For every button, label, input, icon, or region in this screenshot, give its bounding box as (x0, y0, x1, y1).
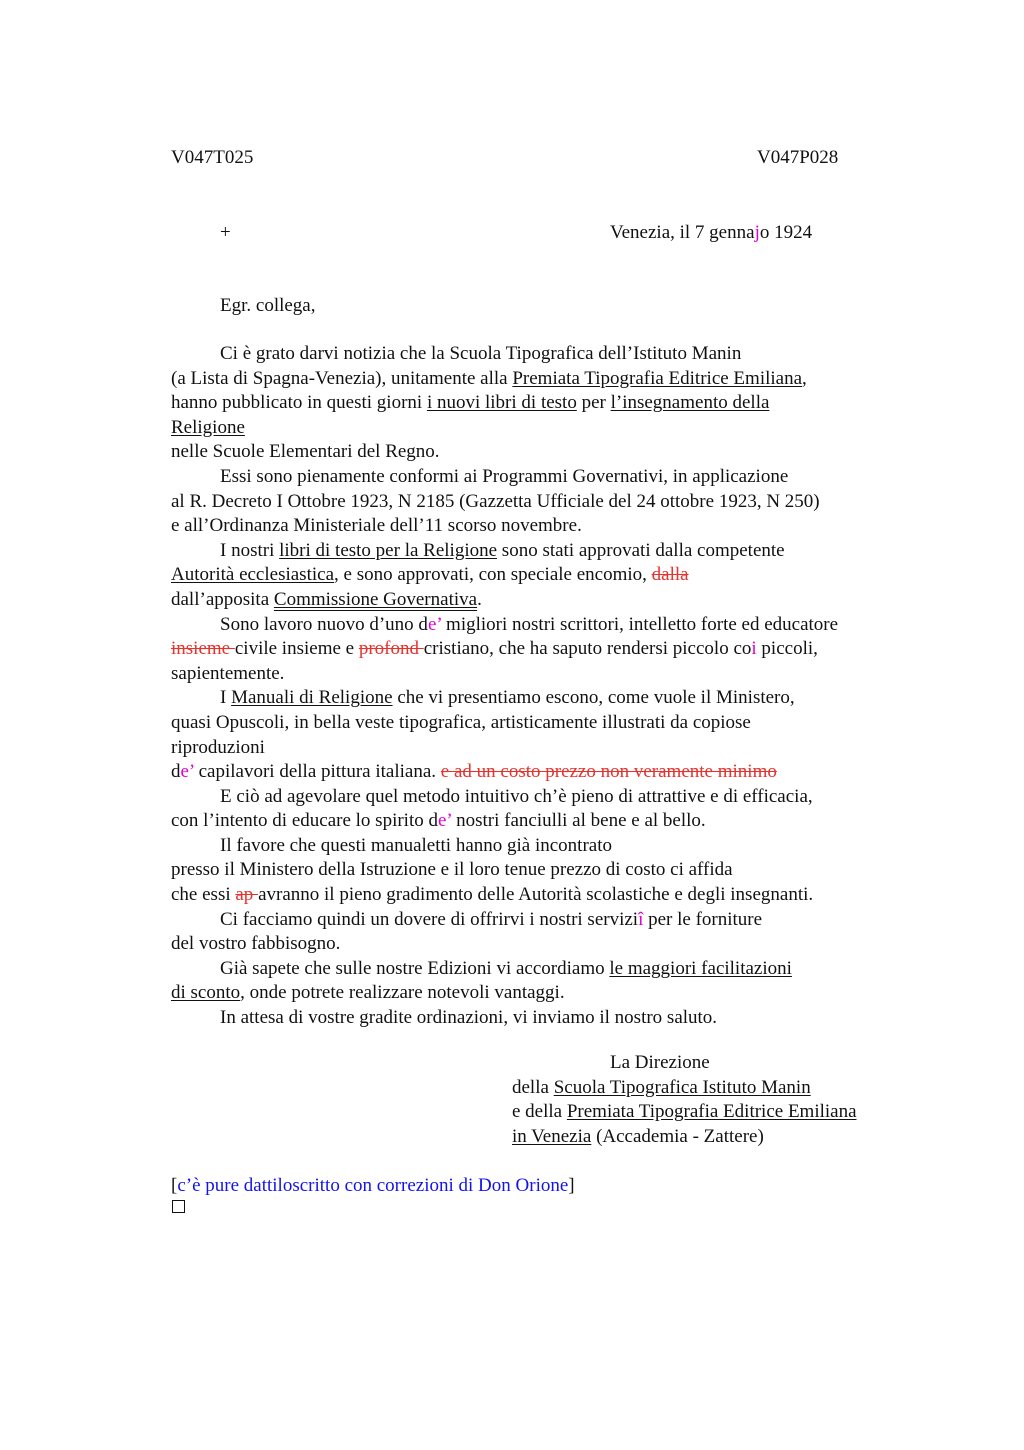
body-line: quasi Opuscoli, in bella veste tipografica, artisticamente illustrati da copiose (171, 711, 751, 733)
body-line: nelle Scuole Elementari del Regno. (171, 441, 440, 463)
insertion-mark: j (754, 222, 760, 243)
body-line: E ciò ad agevolare quel metodo intuitivo ch’è pieno di attrattive e di efficacia, (220, 785, 813, 807)
underlined-text: Religione (171, 416, 245, 438)
deleted-text: ap (235, 884, 259, 906)
underlined-text: i nuovi libri di testo (426, 392, 577, 414)
body-line: Ci facciamo quindi un dovere di offrirvi i nostri serviziî per le forniture (220, 908, 763, 930)
signature-line: e della Premiata Tipografia Editrice Emiliana (512, 1101, 857, 1123)
underlined-text: in Venezia (512, 1125, 592, 1147)
insertion-mark: e’ (427, 613, 442, 635)
underlined-text: Manuali di Religione (231, 687, 393, 709)
body-line: Autorità ecclesiastica, e sono approvati, con speciale encomio, dalla (171, 564, 689, 586)
document-code-left: V047T025 (171, 147, 254, 168)
body-line: In attesa di vostre gradite ordinazioni, vi inviamo il nostro saluto. (220, 1007, 718, 1029)
body-line: del vostro fabbisogno. (171, 933, 341, 955)
double-underlined-text: Commissione Governativa (273, 588, 478, 610)
insertion-mark: e’ (437, 810, 452, 832)
body-line: I Manuali di Religione che vi presentiamo escono, come vuole il Ministero, (220, 687, 795, 709)
underlined-text: libri di testo per la Religione (279, 539, 498, 561)
editor-note: [c’è pure dattiloscritto con correzioni di Don Orione] (171, 1175, 575, 1196)
signature-line: in Venezia (Accademia - Zattere) (512, 1125, 764, 1147)
body-line: di sconto, onde potrete realizzare notevoli vantaggi. (171, 982, 565, 1004)
body-line: al R. Decreto I Ottobre 1923, N 2185 (Gazzetta Ufficiale del 24 ottobre 1923, N 250) (171, 490, 820, 512)
body-line: che essi ap avranno il pieno gradimento delle Autorità scolastiche e degli insegnanti. (171, 884, 814, 906)
body-line: insieme civile insieme e profond cristiano, che ha saputo rendersi piccolo coi piccoli, (171, 638, 818, 660)
deleted-text: dalla (651, 564, 689, 586)
letter-date: Venezia, il 7 gennajo 1924 (610, 222, 813, 243)
body-line: (a Lista di Spagna-Venezia), unitamente alla Premiata Tipografia Editrice Emiliana, (171, 367, 807, 389)
deleted-text: profond (358, 638, 424, 660)
underlined-text: Autorità ecclesiastica (171, 564, 335, 586)
body-line: dall’apposita Commissione Governativa. (171, 588, 482, 610)
body-line: riproduzioni (171, 736, 265, 758)
underlined-text: Premiata Tipografia Editrice Emiliana (566, 1101, 857, 1123)
body-line: Ci è grato darvi notizia che la Scuola Tipografica dell’Istituto Manin (220, 343, 742, 364)
deleted-text: e ad un costo prezzo non veramente minimo (440, 761, 777, 783)
body-line: Essi sono pienamente conformi ai Programmi Governativi, in applicazione (220, 465, 789, 487)
signature-block (512, 1051, 857, 1149)
insertion-mark: e’ (180, 761, 194, 783)
letter-body (171, 342, 931, 1031)
body-line (171, 416, 931, 441)
body-line: e all’Ordinanza Ministeriale dell’11 scorso novembre. (171, 515, 582, 537)
insertion-mark: i (751, 638, 757, 660)
body-line: I nostri libri di testo per la Religione sono stati approvati dalla competente (220, 539, 785, 561)
document-code-right: V047P028 (757, 147, 839, 168)
underlined-text: Premiata Tipografia Editrice Emiliana (512, 367, 803, 389)
cross-mark: + (220, 222, 231, 243)
body-line: sapientemente. (171, 662, 285, 684)
body-line: de’ capilavori della pittura italiana. e ad un costo prezzo non veramente minimo (171, 761, 777, 783)
underlined-text: Scuola Tipografica Istituto Manin (553, 1076, 811, 1098)
deleted-text: insieme (171, 638, 235, 660)
underlined-text: le maggiori facilitazioni (609, 957, 792, 979)
body-line: presso il Ministero della Istruzione e il loro tenue prezzo di costo ci affida (171, 859, 733, 881)
underlined-text: di sconto (171, 982, 241, 1004)
signature-line: La Direzione (610, 1052, 710, 1073)
body-line: hanno pubblicato in questi giorni i nuovi libri di testo per l’insegnamento della (171, 392, 770, 414)
salutation: Egr. collega, (220, 295, 316, 316)
body-line: Già sapete che sulle nostre Edizioni vi accordiamo le maggiori facilitazioni (220, 957, 792, 979)
insertion-mark: î (638, 908, 644, 930)
signature-line: della Scuola Tipografica Istituto Manin (512, 1076, 811, 1098)
underlined-text: l’insegnamento della (610, 392, 770, 414)
body-line: Il favore che questi manualetti hanno già incontrato (220, 834, 612, 856)
body-line: Sono lavoro nuovo d’uno de’ migliori nostri scrittori, intelletto forte ed educatore (220, 613, 839, 635)
checkbox-square-icon (172, 1200, 185, 1215)
body-line: con l’intento di educare lo spirito de’ nostri fanciulli al bene e al bello. (171, 810, 706, 832)
